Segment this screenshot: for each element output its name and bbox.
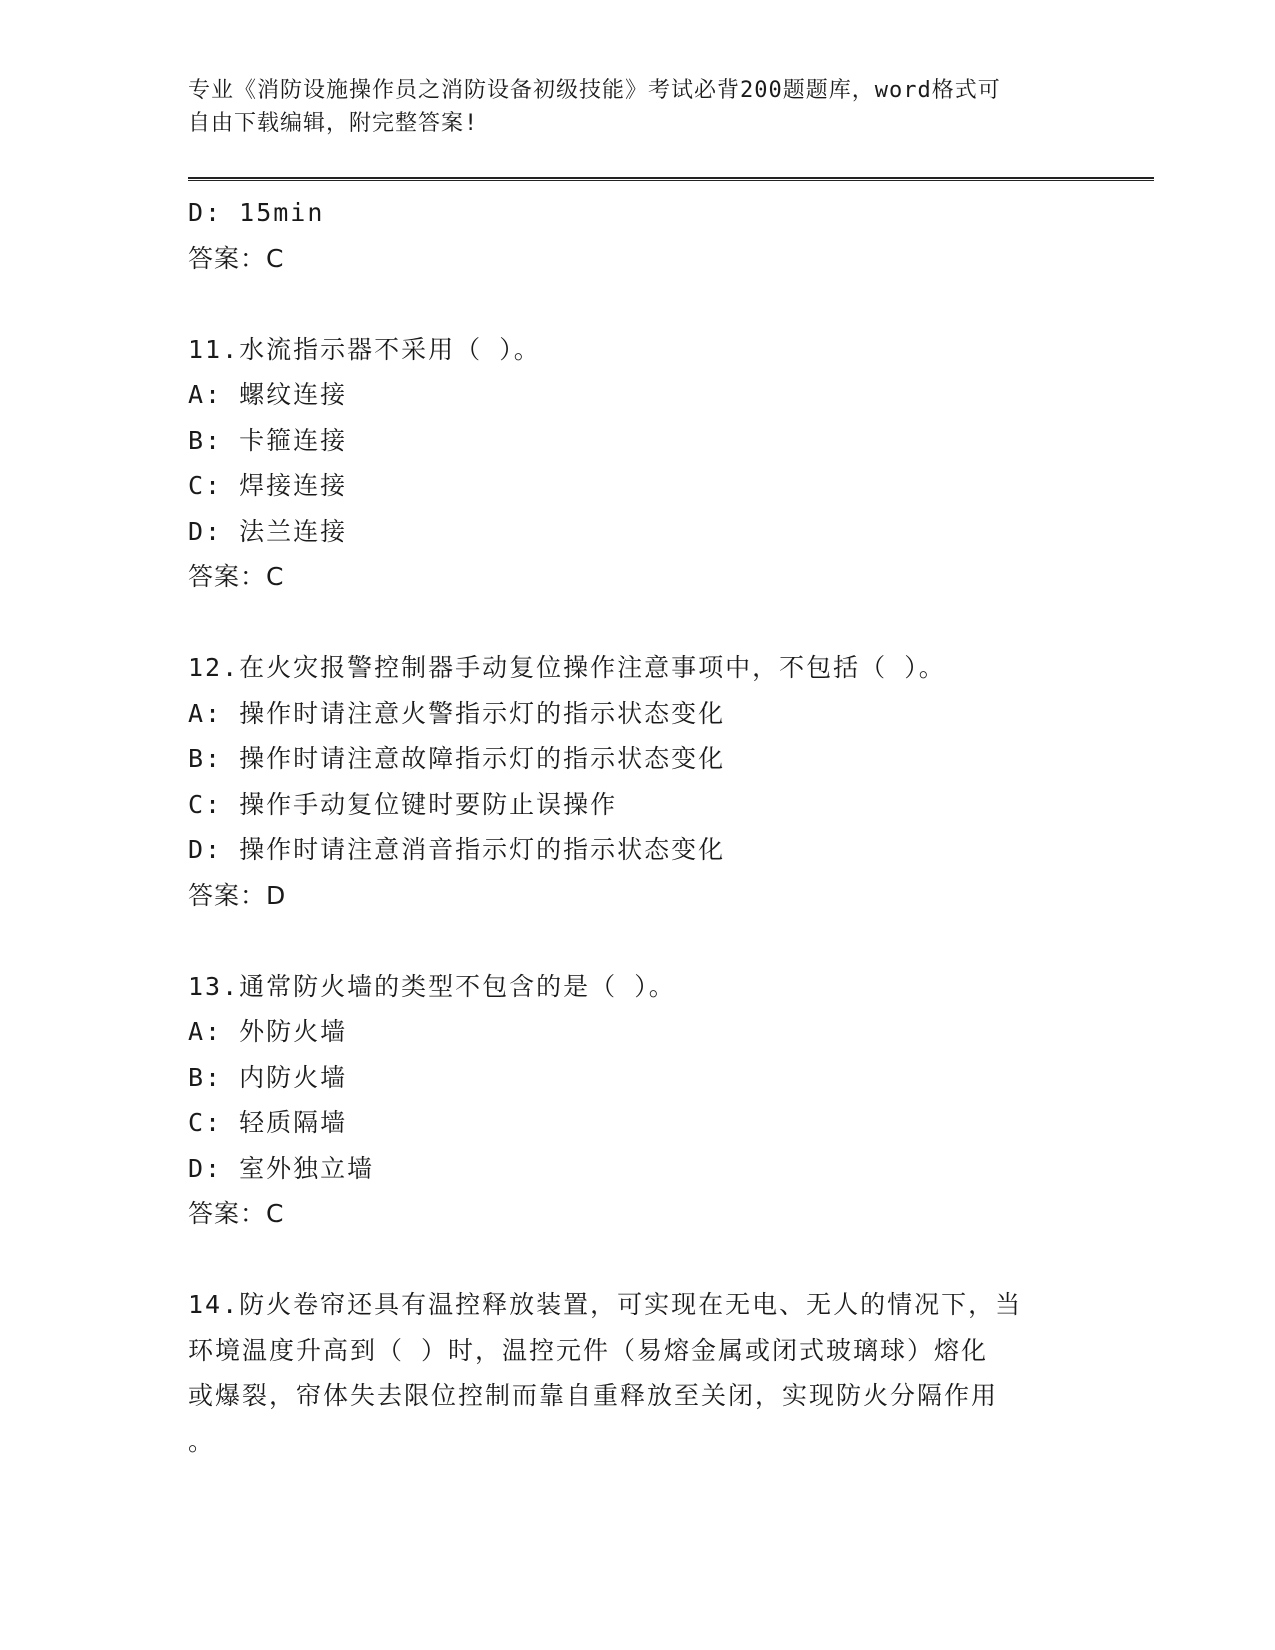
option-a: A: 操作时请注意火警指示灯的指示状态变化 <box>188 698 726 728</box>
option-c: C: 操作手动复位键时要防止误操作 <box>188 789 618 819</box>
header-title-line-2: 自由下载编辑，附完整答案! <box>188 111 479 136</box>
option-d: D: 室外独立墙 <box>188 1153 375 1183</box>
option-b: B: 操作时请注意故障指示灯的指示状态变化 <box>188 744 726 773</box>
answer-text: 答案：C <box>188 1199 285 1228</box>
question-13 <box>188 964 1088 1237</box>
option-c: C: 轻质隔墙 <box>188 1108 348 1137</box>
option-a: A: 螺纹连接 <box>188 380 348 409</box>
header-divider <box>188 177 1154 181</box>
question-14 <box>188 1282 1068 1464</box>
spacer <box>188 281 1088 327</box>
answer-text: 答案：D <box>188 880 287 910</box>
question-10-tail <box>188 190 1088 281</box>
option-c: C: 焊接连接 <box>188 471 348 500</box>
answer-text: 答案：C <box>188 243 285 273</box>
question-12 <box>188 645 1088 918</box>
option-b: B: 卡箍连接 <box>188 425 348 455</box>
question-11 <box>188 327 1088 600</box>
document-header <box>188 74 1068 140</box>
question-stem-line: 环境温度升高到（ ）时，温控元件（易熔金属或闭式玻璃球）熔化 <box>188 1335 989 1365</box>
option-b: B: 内防火墙 <box>188 1062 348 1092</box>
question-stem-line: 。 <box>188 1426 216 1456</box>
question-list <box>188 190 1088 1464</box>
option-d: D: 操作时请注意消音指示灯的指示状态变化 <box>188 835 726 864</box>
spacer <box>188 600 1088 646</box>
option-a: A: 外防火墙 <box>188 1017 348 1046</box>
option-d: D: 法兰连接 <box>188 516 348 546</box>
answer-text: 答案：C <box>188 562 285 591</box>
question-stem-line: 或爆裂，帘体失去限位控制而靠自重释放至关闭，实现防火分隔作用 <box>188 1381 999 1410</box>
question-stem: 11.水流指示器不采用（ ）。 <box>188 334 541 364</box>
option-d: D: 15min <box>188 198 325 227</box>
header-title-line-1: 专业《消防设施操作员之消防设备初级技能》考试必背200题题库，word格式可 <box>188 78 1001 103</box>
spacer <box>188 918 1088 964</box>
question-stem-line: 14.防火卷帘还具有温控释放装置，可实现在无电、无人的情况下，当 <box>188 1290 1023 1319</box>
question-stem: 13.通常防火墙的类型不包含的是（ ）。 <box>188 971 676 1001</box>
spacer <box>188 1237 1088 1283</box>
question-stem: 12.在火灾报警控制器手动复位操作注意事项中，不包括（ ）。 <box>188 653 946 682</box>
